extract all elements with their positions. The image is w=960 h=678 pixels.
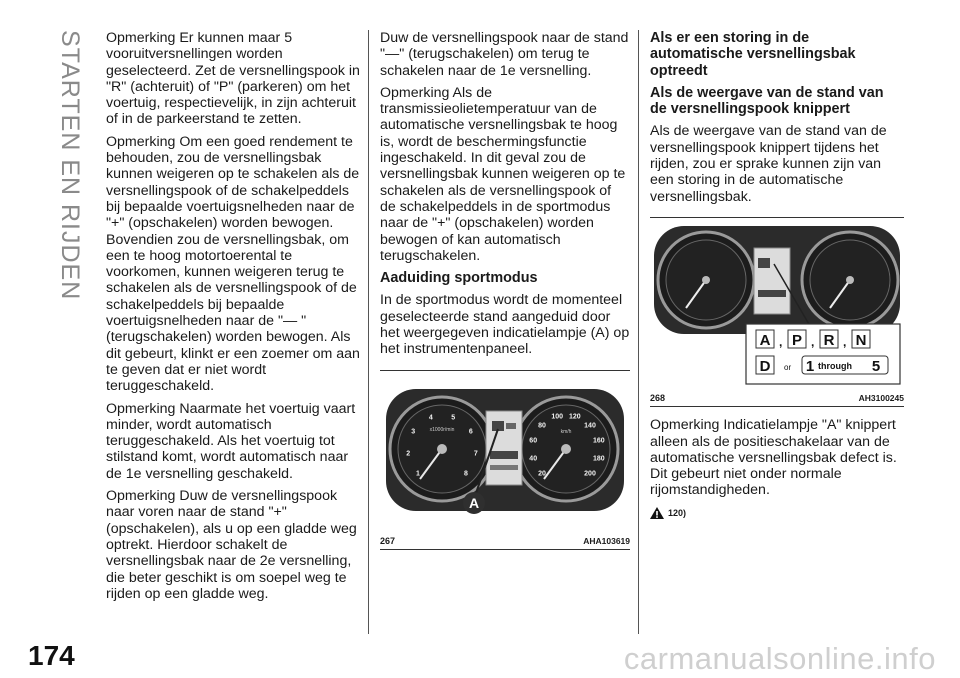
figure-caption <box>650 388 904 406</box>
instrument-cluster-illustration <box>380 371 630 531</box>
section-heading: Aaduiding sportmodus <box>380 270 538 287</box>
paragraph: Opmerking Indicatielampje "A" knippert alleen als de positieschakelaar van de automatische versnellingsbak defect is. Dit gebeurt niet onder normale rijomstandigheden. <box>650 417 897 499</box>
legend-through: through <box>818 360 852 371</box>
column-3 <box>650 30 904 521</box>
section-tab <box>0 0 82 300</box>
tach-tick-label: 6 <box>468 428 473 436</box>
tach-tick-label: 1 <box>416 470 420 478</box>
legend-r: R <box>823 331 835 349</box>
tach-tick-label: 2 <box>406 449 411 457</box>
paragraph: Opmerking Duw de versnellingspook naar voren naar de stand "+" (opschakelen), als u op een gladde weg optrekt. Hierdoor schakelt de versnellingsbak naar de 2e versnelling, die beter geschikt is om soepel weg te rijden op een gladde weg. <box>106 488 357 602</box>
figure-code: AHA103619 <box>583 535 630 546</box>
column-divider-left <box>368 30 369 634</box>
speed-tick-label: 20 <box>538 470 546 478</box>
paragraph: Opmerking Naarmate het voertuig vaart minder, wordt automatisch teruggeschakeld. Als het voertuig tot stilstand komt, wordt automatisch naar de 1e versnelling geschakeld. <box>106 400 356 482</box>
instrument-cluster-illustration <box>650 218 904 388</box>
paragraph: Duw de versnellingspook naar de stand "—" (terugschakelen) om terug te schakelen naar de 1e versnelling. <box>380 30 629 79</box>
legend-five: 5 <box>871 357 881 375</box>
legend-d: D <box>759 357 771 375</box>
paragraph: Opmerking Om een goed rendement te behouden, zou de versnellingsbak kunnen weigeren op te schakelen als de versnellingspook of de schakelpeddels bij bepaalde voertuigsnelheden naar de "+" (opschakelen) worden bewogen. Bovendien zou de versnellingsbak, om een te hoog motortoerental te voorkomen, kunnen weigeren terug te schakelen als de versnellingspook of de schakelpeddels bij bepaalde voertuigsnelheden naar de "— " (terugschakelen) worden bewogen. Als dit gebeurt, klinkt er een zoemer om aan te geven dat er niet wordt teruggeschakeld. <box>106 133 360 395</box>
warning-triangle-icon <box>650 507 664 519</box>
tach-unit: x1000r/min <box>429 426 455 433</box>
speed-unit: km/h <box>560 428 572 435</box>
tach-tick-label: 4 <box>428 414 433 422</box>
column-2 <box>380 30 630 550</box>
speed-tick-label: 80 <box>538 422 546 430</box>
legend-n: N <box>855 331 867 349</box>
figure-number: 268 <box>650 392 666 403</box>
section-heading: Als de weergave van de stand van de versnellingspook knippert <box>650 84 884 118</box>
legend-or: or <box>784 362 792 372</box>
paragraph: Opmerking Er kunnen maar 5 vooruitversnellingen worden geselecteerd. Zet de versnellingspook in "R" (achteruit) of "P" (parkeren) om het voertuig, respectievelijk, in zijn achteruit of in de parkeerstand te zetten. <box>106 30 360 128</box>
section-heading: Als er een storing in de automatische versnellingsbak optreedt <box>650 30 856 79</box>
speed-tick-label: 180 <box>592 454 605 462</box>
speed-tick-label: 140 <box>584 422 596 430</box>
callout-a: A <box>468 494 480 511</box>
paragraph: Opmerking Als de transmissieolietemperatuur van de automatische versnellingsbak te hoog is, wordt de beschermingsfunctie ingeschakeld. In dit geval zou de versnellingsbak kunnen weigeren op te schakelen als de versnellingspook of de schakelpeddels in de sportmodus naar de "+" (opschakelen) worden bewogen of kan automatisch terugschakelen. <box>380 84 626 264</box>
figure-268 <box>650 217 904 407</box>
legend-comma: , <box>811 334 815 349</box>
warning-ref-number: 120) <box>668 507 687 518</box>
footer-watermark: carmanualsonline.info <box>623 641 936 676</box>
paragraph: Als de weergave van de stand van de versnellingspook knippert tijdens het rijden, zou er sprake kunnen zijn van een storing in de automatische versnellingsbak. <box>650 123 887 205</box>
legend-comma: , <box>843 334 847 349</box>
tach-tick-label: 5 <box>451 414 456 422</box>
speed-tick-label: 40 <box>529 454 538 462</box>
legend-p: P <box>791 331 803 349</box>
column-divider-right <box>638 30 639 634</box>
column-1 <box>106 30 360 608</box>
legend-comma: , <box>779 334 783 349</box>
warning-reference <box>650 505 904 521</box>
speed-tick-label: 160 <box>592 437 605 445</box>
legend-one: 1 <box>805 357 815 375</box>
figure-number: 267 <box>380 535 396 546</box>
speed-tick-label: 100 <box>551 413 564 421</box>
tach-tick-label: 3 <box>411 428 416 436</box>
tach-tick-label: 7 <box>473 449 478 457</box>
page-number: 174 <box>28 640 75 671</box>
figure-caption <box>380 531 630 549</box>
section-title: STARTEN EN RIJDEN <box>56 30 84 301</box>
tach-tick-label: 8 <box>464 470 468 478</box>
paragraph: In de sportmodus wordt de momenteel geselecteerde stand aangeduid door het weergegeven indicatielampje (A) op het instrumentenpaneel. <box>380 292 630 358</box>
figure-code: AH3100245 <box>858 392 904 403</box>
speed-tick-label: 60 <box>529 437 538 445</box>
legend-a: A <box>759 331 771 349</box>
speed-tick-label: 200 <box>584 470 596 478</box>
speed-tick-label: 120 <box>568 413 581 421</box>
figure-267 <box>380 370 630 550</box>
